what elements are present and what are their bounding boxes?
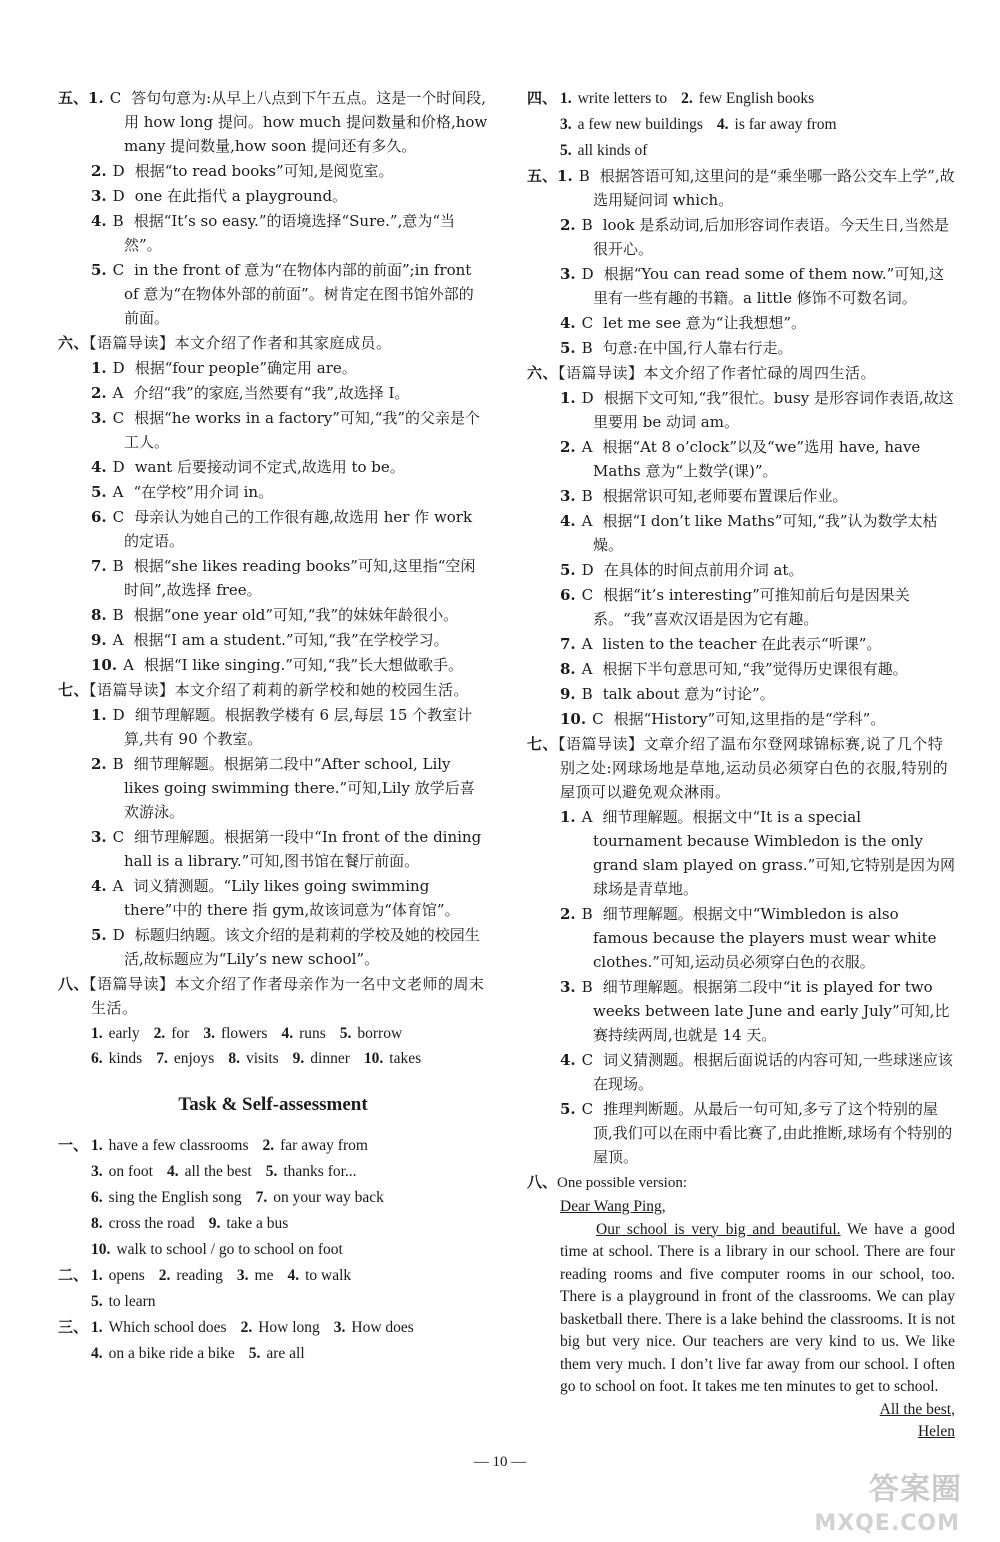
letter-body xyxy=(560,1219,955,1399)
item-answer: C xyxy=(112,828,125,846)
item-number: 2. xyxy=(240,1319,253,1336)
item-answer: early xyxy=(108,1025,140,1042)
item-explanation: want 后要接动词不定式,故选用 to be。 xyxy=(134,458,405,476)
item-explanation: 答句句意为:从早上八点到下午五点。这是一个时间段,用 how long 提问。how much 提问数量和价格,how many 提问数量,how soon 提问还有多久。 xyxy=(124,89,488,155)
task-title: Task & Self-assessment xyxy=(178,1094,368,1115)
task-section-2 xyxy=(58,1263,488,1314)
item-answer: A xyxy=(581,808,593,826)
right-column xyxy=(527,86,955,1444)
answer-line xyxy=(58,1159,488,1184)
left-column xyxy=(58,86,488,1367)
answer-item xyxy=(58,554,488,602)
item-number: 2. xyxy=(91,384,107,402)
item-explanation: 根据“I am a student.”可知,“我”在学校学习。 xyxy=(133,631,449,649)
item-number: 3. xyxy=(560,487,576,505)
item-answer: C xyxy=(581,1100,594,1118)
guide-text: 【语篇导读】本文介绍了作者忙碌的周四生活。 xyxy=(558,364,877,382)
item-number: 4. xyxy=(716,116,729,133)
item-answer: A xyxy=(112,483,124,501)
item-answer: visits xyxy=(245,1050,279,1067)
answer-item xyxy=(527,484,955,508)
answer-item xyxy=(527,1097,955,1169)
item-number: 3. xyxy=(560,978,576,996)
item-answer: opens xyxy=(108,1267,145,1284)
item-answer: reading xyxy=(176,1267,223,1284)
answer-item xyxy=(527,164,955,212)
item-answer: C xyxy=(592,710,604,728)
task-section-1 xyxy=(58,1133,488,1262)
section-label: 二、 xyxy=(58,1266,89,1284)
section-guide xyxy=(527,361,955,385)
item-explanation: 根据“it’s interesting”可推知前后句是因果关系。“我”喜欢汉语是因为它有趣。 xyxy=(593,586,910,628)
section-label: 八、 xyxy=(58,975,90,993)
answer-item xyxy=(58,159,488,183)
answer-item xyxy=(58,381,488,405)
item-explanation: let me see 意为“让我想想”。 xyxy=(603,314,807,332)
item-answer: cross the road xyxy=(108,1215,195,1232)
letter-closing: All the best, xyxy=(879,1400,955,1418)
answer-item xyxy=(527,707,955,731)
answer-item xyxy=(527,262,955,310)
item-answer: B xyxy=(578,167,590,185)
answer-item xyxy=(527,1048,955,1096)
section-label: 七、 xyxy=(527,735,559,753)
item-explanation: 介绍“我”的家庭,当然要有“我”,故选择 I。 xyxy=(133,384,410,402)
item-answer: How does xyxy=(351,1319,414,1336)
item-explanation: 根据“she likes reading books”可知,这里指“空闲时间”,故选择 free。 xyxy=(124,557,476,599)
item-number: 3. xyxy=(91,828,107,846)
item-explanation: 在具体的时间点前用介词 at。 xyxy=(603,561,804,579)
item-number: 6. xyxy=(91,1050,103,1067)
item-explanation: 母亲认为她自己的工作很有趣,故选用 her 作 work 的定语。 xyxy=(124,508,473,550)
answer-row xyxy=(58,1021,488,1046)
item-explanation: 根据答语可知,这里问的是“乘坐哪一路公交车上学”,故选用疑问词 which。 xyxy=(593,167,955,209)
item-explanation: 细节理解题。根据第二段中“it is played for two weeks between late June and early July”可知,比赛持续两周,也就是 14 天。 xyxy=(593,978,950,1044)
item-answer: A xyxy=(581,512,593,530)
item-explanation: 根据“to read books”可知,是阅览室。 xyxy=(134,162,394,180)
answer-line xyxy=(58,1185,488,1210)
item-explanation: 细节理解题。根据文中“It is a special tournament because Wimbledon is the only grand slam played on grass.”可知,它特别是因为网球场是青草地。 xyxy=(593,808,956,898)
answer-item xyxy=(58,923,488,971)
section-guide xyxy=(58,972,488,1020)
item-number: 8. xyxy=(228,1050,240,1067)
section-label: 五、 xyxy=(527,167,558,185)
answer-item xyxy=(527,632,955,656)
item-answer: B xyxy=(112,755,124,773)
item-number: 10. xyxy=(91,1241,111,1258)
item-explanation: listen to the teacher 在此表示“听课”。 xyxy=(602,635,882,653)
watermark-logo: 答案圈 xyxy=(869,1472,962,1507)
item-answer: thanks for... xyxy=(283,1163,357,1180)
answer-item xyxy=(527,682,955,706)
item-number: 2. xyxy=(560,438,576,456)
item-number: 8. xyxy=(91,1215,103,1232)
answer-item xyxy=(58,505,488,553)
item-answer: enjoys xyxy=(173,1050,215,1067)
item-answer: a few new buildings xyxy=(577,116,703,133)
item-answer: Which school does xyxy=(108,1319,227,1336)
item-answer: C xyxy=(581,1051,594,1069)
answer-item xyxy=(527,213,955,261)
item-explanation: 根据下半句意思可知,“我”觉得历史课很有趣。 xyxy=(602,660,908,678)
item-explanation: 根据“four people”确定用 are。 xyxy=(134,359,357,377)
item-number: 8. xyxy=(91,606,107,624)
item-answer: B xyxy=(581,685,593,703)
item-number: 4. xyxy=(560,1051,576,1069)
item-answer: far away from xyxy=(280,1137,368,1154)
right-section-8 xyxy=(527,1170,955,1444)
item-answer: C xyxy=(112,409,125,427)
left-section-5 xyxy=(58,86,488,330)
answer-item xyxy=(58,184,488,208)
item-number: 4. xyxy=(560,512,576,530)
answer-item xyxy=(527,509,955,557)
answer-line xyxy=(58,1289,488,1314)
item-answer: me xyxy=(254,1267,274,1284)
item-explanation: 细节理解题。根据文中“Wimbledon is also famous because the players must wear white clothes.”可知,运动员必须穿白色的衣服。 xyxy=(593,905,937,971)
answer-item xyxy=(527,975,955,1047)
item-number: 3. xyxy=(203,1025,215,1042)
item-number: 1. xyxy=(91,1267,103,1284)
item-explanation: 根据“It’s so easy.”的语境选择“Sure.”,意为“当然”。 xyxy=(124,212,456,254)
letter-signature: Helen xyxy=(917,1423,955,1440)
item-number: 5. xyxy=(91,926,107,944)
item-number: 2. xyxy=(560,905,576,923)
item-answer: C xyxy=(581,314,594,332)
item-explanation: one 在此指代 a playground。 xyxy=(134,187,348,205)
item-number: 1. xyxy=(91,1025,103,1042)
answer-item xyxy=(58,603,488,627)
left-section-8 xyxy=(58,972,488,1071)
item-explanation: 根据下文可知,“我”很忙。busy 是形容词作表语,故这里要用 be 动词 am。 xyxy=(593,389,954,431)
item-number: 1. xyxy=(557,167,573,185)
item-answer: B xyxy=(581,905,593,923)
item-answer: A xyxy=(123,656,134,674)
item-answer: runs xyxy=(299,1025,326,1042)
item-number: 4. xyxy=(91,458,107,476)
item-number: 4. xyxy=(560,314,576,332)
item-answer: have a few classrooms xyxy=(108,1137,249,1154)
item-number: 2. xyxy=(681,90,693,107)
item-answer: are all xyxy=(266,1345,305,1362)
letter-topic-sentence: Our school is very big and beautiful. xyxy=(596,1220,841,1238)
item-explanation: 标题归纳题。该文介绍的是莉莉的学校及她的校园生活,故标题应为“Lily’s new school”。 xyxy=(124,926,480,968)
section-label: 八、 xyxy=(527,1173,558,1191)
item-number: 3. xyxy=(333,1319,346,1336)
item-number: 1. xyxy=(91,706,107,724)
section-guide xyxy=(58,331,488,355)
item-answer: B xyxy=(581,487,593,505)
answer-item xyxy=(527,435,955,483)
item-number: 3. xyxy=(91,187,107,205)
item-explanation: 根据常识可知,老师要布置课后作业。 xyxy=(602,487,848,505)
item-number: 7. xyxy=(156,1050,168,1067)
item-number: 3. xyxy=(560,265,576,283)
item-number: 3. xyxy=(91,1163,103,1180)
answer-item xyxy=(58,356,488,380)
answer-line xyxy=(58,1237,488,1262)
left-section-7 xyxy=(58,678,488,971)
item-explanation: 根据“I don’t like Maths”可知,“我”认为数学太枯燥。 xyxy=(593,512,938,554)
answer-line xyxy=(527,112,955,137)
item-explanation: 根据“History”可知,这里指的是“学科”。 xyxy=(613,710,886,728)
item-answer: takes xyxy=(389,1050,422,1067)
answer-item xyxy=(58,653,488,677)
item-answer: B xyxy=(112,557,124,575)
answer-item xyxy=(58,752,488,824)
section-guide xyxy=(58,678,488,702)
answer-line xyxy=(58,1315,488,1340)
item-number: 7. xyxy=(560,635,576,653)
item-answer: to learn xyxy=(108,1293,156,1310)
item-answer: D xyxy=(112,926,125,944)
item-answer: on your way back xyxy=(273,1189,384,1206)
item-number: 2. xyxy=(158,1267,171,1284)
item-answer: A xyxy=(581,635,593,653)
answer-line xyxy=(527,86,955,111)
item-answer: C xyxy=(112,508,125,526)
answer-item xyxy=(58,480,488,504)
section-guide xyxy=(527,732,955,804)
item-number: 6. xyxy=(91,508,107,526)
item-number: 7. xyxy=(91,557,107,575)
item-explanation: 根据“I like singing.”可知,“我”长大想做歌手。 xyxy=(143,656,464,674)
item-explanation: 词义猜测题。根据后面说话的内容可知,一些球迷应该在现场。 xyxy=(593,1051,953,1093)
guide-text: 【语篇导读】本文介绍了作者母亲作为一名中文老师的周末生活。 xyxy=(89,975,485,1017)
guide-text: 【语篇导读】本文介绍了作者和其家庭成员。 xyxy=(89,334,392,352)
section-heading xyxy=(527,1170,955,1195)
item-number: 3. xyxy=(236,1267,249,1284)
item-number: 9. xyxy=(91,631,107,649)
item-answer: to walk xyxy=(305,1267,352,1284)
item-answer: D xyxy=(112,187,125,205)
answer-item xyxy=(527,558,955,582)
item-answer: all the best xyxy=(184,1163,252,1180)
item-number: 10. xyxy=(363,1050,384,1067)
item-explanation: 根据“he works in a factory”可知,“我”的父亲是个工人。 xyxy=(124,409,481,451)
item-number: 4. xyxy=(91,877,107,895)
answer-line xyxy=(527,138,955,163)
section-label: 五、 xyxy=(58,89,89,107)
item-answer: few English books xyxy=(698,90,815,107)
item-answer: C xyxy=(109,89,122,107)
item-number: 8. xyxy=(560,660,576,678)
item-answer: How long xyxy=(258,1319,320,1336)
item-answer: D xyxy=(581,265,594,283)
item-number: 5. xyxy=(560,561,576,579)
item-number: 4. xyxy=(281,1025,294,1042)
answer-item xyxy=(58,258,488,330)
answer-item xyxy=(58,209,488,257)
item-number: 9. xyxy=(560,685,576,703)
task-section-3 xyxy=(58,1315,488,1366)
answer-item xyxy=(527,336,955,360)
item-number: 1. xyxy=(560,808,576,826)
answer-item xyxy=(527,657,955,681)
item-number: 2. xyxy=(91,755,107,773)
item-explanation: 细节理解题。根据第一段中“In front of the dining hall is a library.”可知,图书馆在餐厅前面。 xyxy=(124,828,482,870)
essay-intro: One possible version: xyxy=(557,1175,687,1191)
section-label: 六、 xyxy=(58,334,90,352)
item-answer: B xyxy=(112,212,124,230)
answer-item xyxy=(58,874,488,922)
answer-item xyxy=(527,311,955,335)
item-answer: dinner xyxy=(310,1050,350,1067)
item-explanation: 句意:在中国,行人靠右行走。 xyxy=(602,339,793,357)
item-answer: D xyxy=(112,706,125,724)
item-answer: A xyxy=(112,631,124,649)
page-number: — 10 — xyxy=(473,1454,527,1470)
item-number: 5. xyxy=(339,1025,352,1042)
right-section-5 xyxy=(527,164,955,360)
item-answer: A xyxy=(112,877,124,895)
letter-greeting: Dear Wang Ping, xyxy=(560,1198,666,1215)
right-section-6 xyxy=(527,361,955,731)
guide-text: 【语篇导读】本文介绍了莉莉的新学校和她的校园生活。 xyxy=(89,681,470,699)
right-section-4 xyxy=(527,86,955,163)
answer-item xyxy=(527,805,955,901)
left-section-6 xyxy=(58,331,488,677)
section-label: 一、 xyxy=(58,1136,89,1154)
item-number: 6. xyxy=(560,586,576,604)
section-label: 六、 xyxy=(527,364,559,382)
item-number: 4. xyxy=(166,1163,179,1180)
item-explanation: 根据“one year old”可知,“我”的妹妹年龄很小。 xyxy=(133,606,459,624)
item-number: 5. xyxy=(91,1293,103,1310)
answer-item xyxy=(527,902,955,974)
item-explanation: look 是系动词,后加形容词作表语。今天生日,当然是很开心。 xyxy=(593,216,949,258)
answer-item xyxy=(58,406,488,454)
answer-item xyxy=(58,703,488,751)
item-answer: B xyxy=(581,978,593,996)
answer-item xyxy=(58,455,488,479)
item-answer: on a bike ride a bike xyxy=(108,1345,235,1362)
section-label: 七、 xyxy=(58,681,90,699)
item-number: 1. xyxy=(91,359,107,377)
item-answer: A xyxy=(581,438,593,456)
item-number: 2. xyxy=(560,216,576,234)
item-number: 10. xyxy=(91,656,118,674)
answer-row xyxy=(58,1046,488,1071)
item-explanation: 根据“At 8 o’clock”以及“we”选用 have, have Maths 意为“上数学(课)”。 xyxy=(593,438,921,480)
item-answer: A xyxy=(581,660,593,678)
item-number: 3. xyxy=(91,409,107,427)
item-answer: sing the English song xyxy=(108,1189,242,1206)
answer-line xyxy=(58,1133,488,1158)
item-number: 3. xyxy=(560,116,572,133)
item-explanation: 细节理解题。根据第二段中“After school, Lily likes going swimming there.”可知,Lily 放学后喜欢游泳。 xyxy=(124,755,475,821)
item-answer: D xyxy=(581,389,594,407)
item-number: 1. xyxy=(560,90,572,107)
answer-line xyxy=(58,1341,488,1366)
item-number: 4. xyxy=(287,1267,300,1284)
item-answer: C xyxy=(581,586,594,604)
watermark-url: MXQE.COM xyxy=(814,1511,960,1536)
item-number: 1. xyxy=(91,1137,103,1154)
item-answer: flowers xyxy=(220,1025,268,1042)
item-number: 5. xyxy=(560,339,576,357)
item-answer: for xyxy=(171,1025,190,1042)
answer-item xyxy=(527,386,955,434)
item-explanation: 细节理解题。根据教学楼有 6 层,每层 15 个教室计算,共有 90 个教室。 xyxy=(124,706,473,748)
item-answer: D xyxy=(581,561,594,579)
item-explanation: talk about 意为“讨论”。 xyxy=(602,685,775,703)
item-answer: A xyxy=(112,384,124,402)
item-answer: all kinds of xyxy=(577,142,648,159)
item-answer: walk to school / go to school on foot xyxy=(116,1241,343,1258)
letter-body-text: We have a good time at school. There is a library in our school. There are four reading rooms and five computer rooms in our school, too. There is a playground in front of the classrooms. We can play basketball there. There is a lake behind the classrooms. It is not big but very nice. Our teachers are very kind to us. We like them very much. I don’t live far away from our school. I often go to school on foot. It takes me ten minutes to get to school. xyxy=(560,1220,955,1395)
item-answer: kinds xyxy=(108,1050,143,1067)
item-number: 1. xyxy=(560,389,576,407)
answer-line xyxy=(58,1263,488,1288)
section-label: 四、 xyxy=(527,89,558,107)
item-number: 2. xyxy=(262,1137,275,1154)
item-answer: B xyxy=(581,216,593,234)
item-number: 4. xyxy=(91,1345,103,1362)
item-number: 5. xyxy=(91,261,107,279)
item-explanation: “在学校”用介词 in。 xyxy=(133,483,274,501)
section-label: 三、 xyxy=(58,1318,89,1336)
item-number: 6. xyxy=(91,1189,103,1206)
item-number: 2. xyxy=(153,1025,166,1042)
item-number: 9. xyxy=(208,1215,221,1232)
guide-text: 【语篇导读】文章介绍了温布尔登网球锦标赛,说了几个特别之处:网球场地是草地,运动员必须穿白色的衣服,特别的屋顶可以避免观众淋雨。 xyxy=(558,735,949,801)
right-section-7 xyxy=(527,732,955,1169)
item-answer: C xyxy=(112,261,125,279)
item-answer: D xyxy=(112,458,125,476)
answer-item xyxy=(58,628,488,652)
answer-item xyxy=(58,86,488,158)
item-number: 1. xyxy=(91,1319,103,1336)
item-explanation: 词义猜测题。“Lily likes going swimming there”中的 there 指 gym,故该词意为“体育馆”。 xyxy=(124,877,460,919)
item-number: 5. xyxy=(560,1100,576,1118)
answer-item xyxy=(58,825,488,873)
item-answer: D xyxy=(112,359,125,377)
item-number: 9. xyxy=(292,1050,305,1067)
item-number: 5. xyxy=(248,1345,261,1362)
item-explanation: 根据“You can read some of them now.”可知,这里有一些有趣的书籍。a little 修饰不可数名词。 xyxy=(593,265,945,307)
item-number: 5. xyxy=(560,142,572,159)
item-answer: B xyxy=(112,606,124,624)
item-number: 1. xyxy=(88,89,104,107)
answer-item xyxy=(527,583,955,631)
item-number: 5. xyxy=(265,1163,278,1180)
item-answer: is far away from xyxy=(734,116,837,133)
item-answer: write letters to xyxy=(577,90,668,107)
item-number: 2. xyxy=(91,162,107,180)
item-explanation: 推理判断题。从最后一句可知,多亏了这个特别的屋顶,我们可以在雨中看比赛了,由此推断,球场有个特别的屋顶。 xyxy=(593,1100,953,1166)
item-number: 10. xyxy=(560,710,587,728)
item-explanation: in the front of 意为“在物体内部的前面”;in front of 意为“在物体外部的前面”。树肯定在图书馆外部的前面。 xyxy=(124,261,474,327)
item-number: 7. xyxy=(255,1189,268,1206)
item-number: 5. xyxy=(91,483,107,501)
item-answer: D xyxy=(112,162,125,180)
answer-line xyxy=(58,1211,488,1236)
item-answer: borrow xyxy=(357,1025,403,1042)
item-answer: take a bus xyxy=(226,1215,289,1232)
essay-letter xyxy=(527,1196,955,1444)
item-answer: B xyxy=(581,339,593,357)
item-number: 4. xyxy=(91,212,107,230)
item-answer: on foot xyxy=(108,1163,153,1180)
